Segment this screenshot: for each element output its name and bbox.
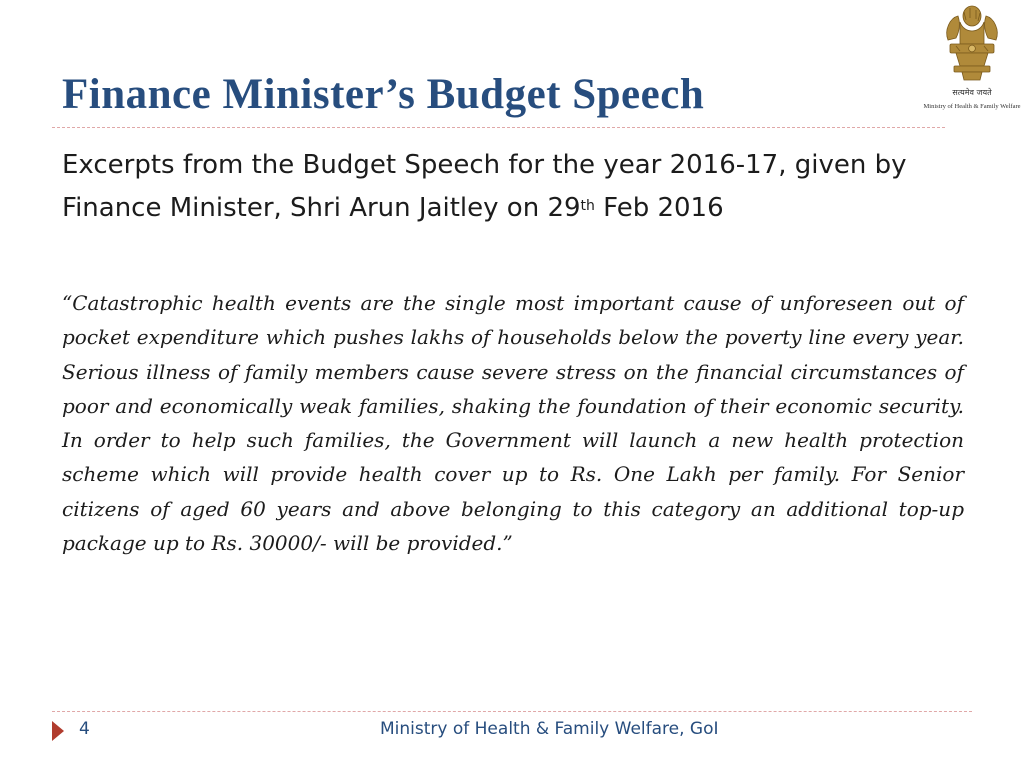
page-number: 4 (79, 719, 90, 739)
national-emblem-icon (920, 0, 1024, 90)
intro-line-2-prefix: Finance Minister, Shri Arun Jaitley on 29 (62, 193, 581, 223)
speech-quote: “Catastrophic health events are the single most important cause of unforeseen out of pocket expenditure which pushes lakhs of households below the poverty line every year. Serious illness of family members cause severe stress on the financial circumstances of poor and economically weak families, shaking the foundation of their economic security. In order to help such families, the Government will launch a new health protection scheme which will provide health cover up to Rs. One Lakh per family. For Senior citizens of aged 60 years and above belonging to this category an additional top-up package up to Rs. 30000/- will be provided.” (62, 291, 964, 556)
intro-line-1: Excerpts from the Budget Speech for the year 2016-17, given by (62, 150, 907, 180)
emblem-motto: सत्यमेव जयते (952, 88, 992, 97)
intro-line-2 (62, 187, 972, 230)
intro-text (62, 144, 972, 230)
emblem-caption: Ministry of Health & Family Welfare (923, 103, 1021, 110)
footer-divider (52, 711, 972, 712)
intro-line-2-suffix: Feb 2016 (594, 193, 724, 223)
footer-text: Ministry of Health & Family Welfare, GoI (380, 719, 719, 739)
title-divider (52, 127, 945, 128)
ordinal-suffix: th (580, 198, 595, 214)
ministry-logo (920, 0, 1024, 118)
slide-title: Finance Minister’s Budget Speech (62, 71, 705, 118)
footer-arrow-icon (52, 721, 64, 741)
